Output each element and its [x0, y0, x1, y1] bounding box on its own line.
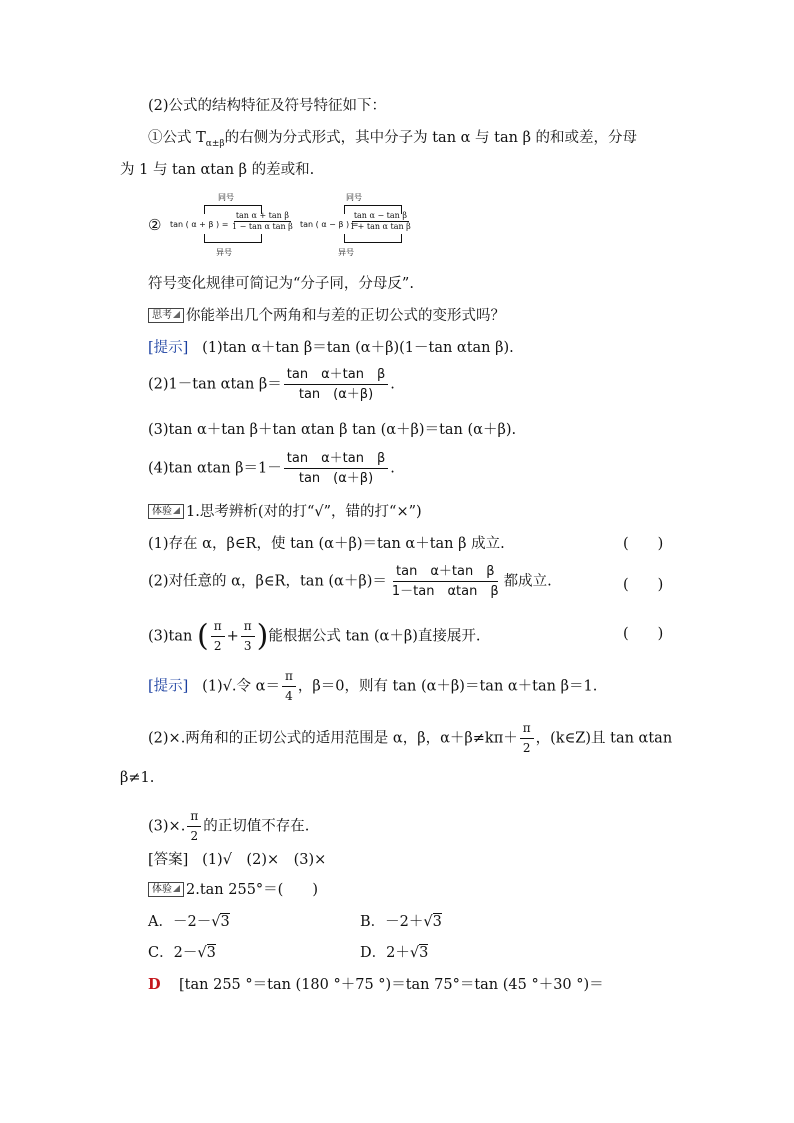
subscript: α±β: [205, 138, 225, 149]
denominator: 2: [190, 829, 199, 843]
radicand: 3: [419, 945, 429, 961]
answer-blank: ( ): [623, 626, 664, 642]
fraction: [348, 211, 413, 232]
radicand: 3: [206, 945, 216, 961]
numerator: tan α＋tan β: [393, 563, 497, 582]
denominator: 1－tan αtan β: [391, 584, 499, 599]
numerator: π: [211, 618, 225, 637]
bracket-bottom: [204, 234, 262, 243]
denominator: 4: [285, 689, 293, 703]
answer-text: (3)×.: [148, 818, 186, 835]
denominator: tan (α＋β): [298, 387, 374, 402]
same-sign-label: 同号: [218, 193, 234, 202]
answer-text: (2)×.两角和的正切公式的适用范围是 α，β，α＋β≠kπ＋: [148, 730, 518, 747]
question-prefix: (3)tan: [148, 628, 193, 645]
formula-figure: [148, 192, 418, 262]
triangle-icon: [173, 311, 180, 318]
denominator: 1 + tan α tan β: [350, 222, 411, 231]
formula-prefix: (4)tan αtan β＝1－: [148, 460, 282, 477]
formula-line: (2)1－tan αtan β＝ $\frac{\text{tan α＋tan β}}{\tan (\alpha+\beta)}$ .: [148, 367, 395, 402]
diff-sign-label: 异号: [338, 248, 354, 257]
text: 的右侧为分式形式，其中分子为 tan α 与 tan β 的和或差，分母: [224, 130, 638, 146]
same-sign-label: 同号: [346, 193, 362, 202]
numerator: π: [520, 720, 534, 739]
right-paren: ): [256, 618, 269, 654]
answer-line: β≠1.: [120, 770, 155, 786]
denominator: 3: [243, 639, 252, 653]
hint-label: [提示]: [148, 340, 189, 356]
fraction: [241, 618, 255, 655]
think-tag: 思考: [148, 308, 184, 323]
fraction: [284, 450, 388, 487]
answer-text: ，(k∈Z)且 tan αtan: [535, 730, 673, 747]
paragraph-line: 符号变化规律可简记为“分子同，分母反”.: [148, 276, 414, 292]
fraction: [284, 366, 388, 403]
question-prefix: (2)对任意的 α，β∈R，tan (α＋β)＝: [148, 573, 387, 590]
triangle-icon: [173, 885, 180, 892]
solution-line: [148, 975, 604, 995]
lhs-label: tan ( α + β ) =: [170, 220, 229, 229]
formula-line: (4)tan αtan β＝1－ $\frac{\text{tan α＋tan β}}{\tan (\alpha+\beta)}$ .: [148, 451, 395, 486]
denominator: 2: [522, 741, 531, 755]
fraction: [187, 808, 201, 845]
question-item: [148, 563, 552, 600]
fraction: [230, 211, 295, 232]
numerator: tan α＋tan β: [284, 450, 388, 469]
numerator: tan α + tan β: [235, 211, 289, 220]
answer-summary: [148, 850, 326, 870]
formula: (1)tan α＋tan β＝tan (α＋β)(1－tan αtan β).: [202, 340, 514, 356]
lhs-label: tan ( α − β ) =: [300, 220, 359, 229]
exercise-heading: [148, 502, 422, 522]
radicand: 3: [220, 914, 230, 930]
fraction: [389, 563, 502, 600]
answer-text: 的正切值不存在.: [203, 818, 310, 835]
answer-blank: ( ): [623, 577, 664, 593]
numerator: π: [187, 808, 201, 827]
answer-line: [148, 808, 309, 845]
question-item: [148, 618, 480, 655]
experience-tag: 体验: [148, 504, 184, 519]
solution-text: [tan 255 °＝tan (180 °＋75 °)＝tan 75°＝tan (45 °＋30 °)＝: [179, 977, 604, 993]
fraction: [282, 668, 296, 705]
denominator: 1 − tan α tan β: [232, 222, 293, 231]
bracket-bottom: [344, 234, 402, 243]
exercise-text: 2.tan 255°＝( ): [186, 882, 318, 898]
numerator: π: [282, 668, 296, 687]
answer-values: (1)√ (2)× (3)×: [202, 852, 327, 868]
numerator: tan α − tan β: [353, 211, 407, 220]
hint-line: [148, 668, 597, 705]
fraction: [520, 720, 534, 757]
question-text: 你能举出几个两角和与差的正切公式的变形式吗？: [186, 308, 505, 324]
circled-number: ②: [148, 216, 162, 234]
exercise-text: 1.思考辨析(对的打“√”，错的打“×”): [186, 504, 422, 520]
answer-label: [答案]: [148, 852, 189, 868]
triangle-icon: [173, 507, 180, 514]
formula-prefix: (2)1－tan αtan β＝: [148, 376, 282, 393]
numerator: π: [241, 618, 255, 637]
exercise-heading: [148, 880, 318, 900]
left-paren: (: [196, 618, 209, 654]
experience-tag: 体验: [148, 882, 184, 897]
question-item: (1)存在 α，β∈R，使 tan (α＋β)＝tan α＋tan β 成立.: [148, 536, 505, 552]
option-b: B．－2＋√3: [360, 914, 442, 930]
question-suffix: 都成立.: [503, 573, 552, 590]
paragraph-line: [148, 128, 637, 154]
hint-label: [提示]: [148, 678, 189, 695]
answer-text: ，β＝0，则有 tan (α＋β)＝tan α＋tan β＝1.: [297, 678, 598, 695]
option-c: C．2－√3: [148, 945, 216, 961]
section-heading: (2)公式的结构特征及符号特征如下：: [148, 98, 387, 114]
radicand: 3: [432, 914, 442, 930]
plus-sign: +: [226, 628, 239, 645]
text: ①公式 T: [148, 130, 206, 146]
think-question: [148, 306, 505, 326]
answer-blank: ( ): [623, 536, 664, 552]
solution-letter: D: [148, 976, 161, 993]
denominator: tan (α＋β): [298, 471, 374, 486]
answer-line: [148, 720, 672, 757]
denominator: 2: [213, 639, 222, 653]
question-suffix: 能根据公式 tan (α＋β)直接展开.: [268, 628, 481, 645]
answer-text: (1)√.令 α＝: [202, 678, 280, 695]
diff-sign-label: 异号: [216, 248, 232, 257]
formula-line: (3)tan α＋tan β＋tan αtan β tan (α＋β)＝tan (α＋β).: [148, 422, 517, 438]
hint-line: [148, 338, 514, 358]
fraction: [211, 618, 225, 655]
option-d: D．2＋√3: [360, 945, 429, 961]
option-a: A．－2－√3: [148, 914, 230, 930]
paragraph-line: 为 1 与 tan αtan β 的差或和.: [120, 162, 315, 178]
numerator: tan α＋tan β: [284, 366, 388, 385]
